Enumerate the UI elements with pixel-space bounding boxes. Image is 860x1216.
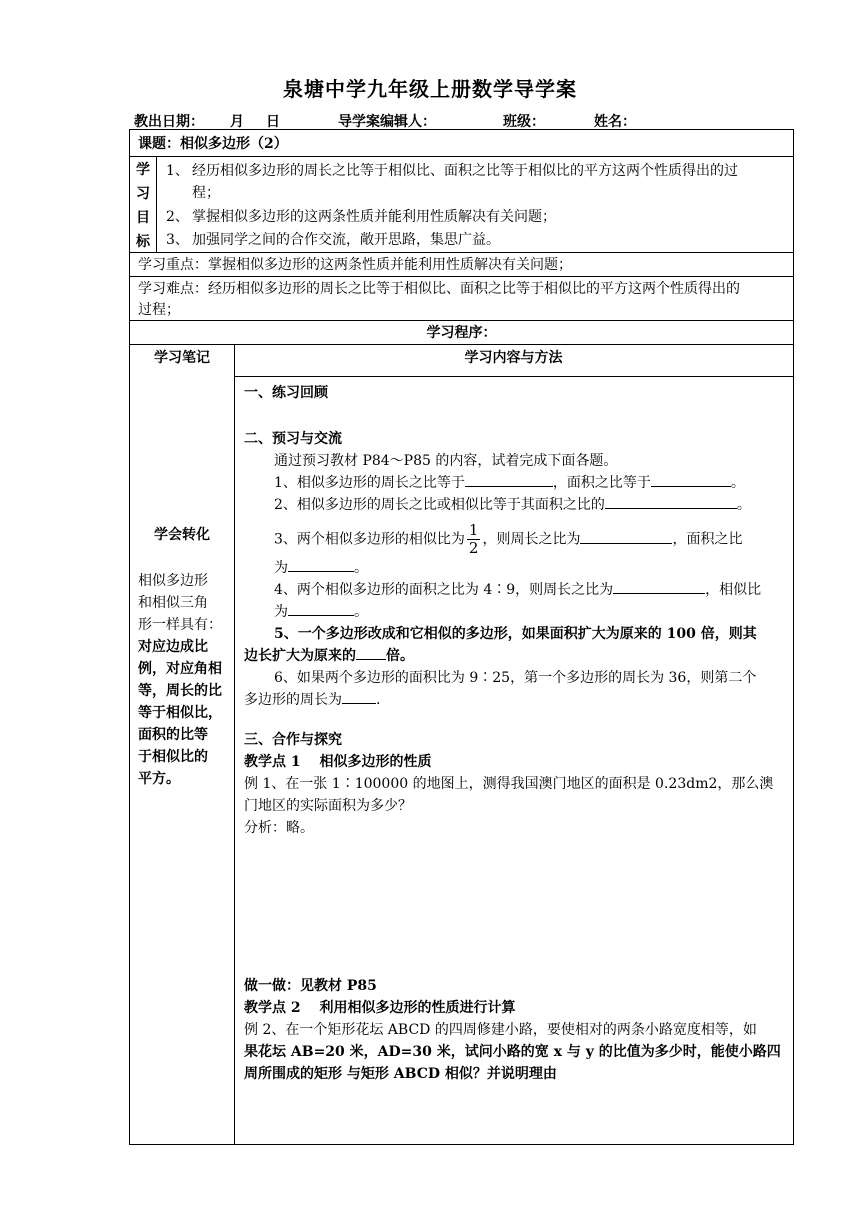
- notes-text: 相似多边形 和相似三角 形一样具有： 对应边成比 例，对应角相 等，周长的比 等于相似比， 面积的比等 于相似比的 平方。: [138, 573, 222, 787]
- notes-column-header: 学习笔记: [154, 350, 210, 366]
- example-1: 例 1、在一张 1∶100000 的地图上，测得我国澳门地区的面积是 0.23dm2，那么澳: [244, 776, 774, 792]
- day-label: 日: [266, 114, 280, 130]
- worksheet-table: [129, 129, 794, 1145]
- section-explore: 三、合作与探究: [244, 732, 342, 748]
- question-3-cont: 为 。: [244, 557, 784, 579]
- content-column-header: 学习内容与方法: [464, 350, 563, 366]
- section-preview: 二、预习与交流: [244, 431, 342, 447]
- difficulty: 学习难点：经历相似多边形的周长之比等于相似比、面积之比等于相似比的平方这两个性质得出的 过程；: [138, 281, 740, 318]
- do-it: 做一做：见教材 P85: [244, 978, 377, 994]
- key-point: 学习重点：掌握相似多边形的这两条性质并能利用性质解决有关问题；: [138, 257, 572, 273]
- teaching-point-1: 教学点 1 相似多边形的性质: [244, 754, 432, 770]
- objective-item: 1、 经历相似多边形的周长之比等于相似比、面积之比等于相似比的平方这两个性质得出的过: [166, 163, 738, 179]
- question-5-cont: 边长扩大为原来的 倍。: [244, 645, 784, 667]
- fraction: $\frac{1}{2}$: [468, 521, 479, 557]
- question-5: 5、一个多边形改成和它相似的多边形，如果面积扩大为原来的 100 倍，则其: [274, 626, 757, 642]
- objective-item: 2、 掌握相似多边形的这两条性质并能利用性质解决有关问题；: [166, 209, 556, 225]
- example-2: 例 2、在一个矩形花坛 ABCD 的四周修建小路，要使相对的两条小路宽度相等，如: [244, 1022, 757, 1038]
- content-body: [244, 382, 784, 1085]
- objective-item-cont: 程；: [192, 185, 220, 201]
- example-2-cont2: 周所围成的矩形 与矩形 ABCD 相似？并说明理由: [244, 1066, 557, 1082]
- section-review: 一、练习回顾: [244, 385, 328, 401]
- question-3: 3、两个相似多边形的相似比为 $\frac{1}{2}$ ，则周长之比为 ，面积之比: [274, 521, 743, 557]
- preview-intro: 通过预习教材 P84～P85 的内容，试着完成下面各题。: [274, 453, 618, 469]
- question-4: 4、两个相似多边形的面积之比为 4∶9，则周长之比为 ，相似比: [244, 579, 784, 601]
- question-6-cont: 多边形的周长为 .: [244, 689, 784, 711]
- name-label: 姓名：: [594, 114, 636, 130]
- class-label: 班级：: [503, 114, 545, 130]
- analysis: 分析：略。: [244, 820, 314, 836]
- procedure-title: 学习程序：: [426, 325, 497, 341]
- objectives-label: 学 习 目 标: [136, 162, 150, 250]
- month-label: 月: [230, 114, 244, 130]
- teaching-point-2: 教学点 2 利用相似多边形的性质进行计算: [244, 1000, 516, 1016]
- notes-heading: 学会转化: [154, 527, 210, 543]
- example-2-cont: 果花坛 AB=20 米，AD=30 米，试问小路的宽 x 与 y 的比值为多少时，能使小路四: [244, 1044, 781, 1060]
- objective-item: 3、 加强同学之间的合作交流，敞开思路，集思广益。: [166, 232, 500, 248]
- topic: 课题：相似多边形（2）: [138, 136, 288, 152]
- question-2: 2、相似多边形的周长之比或相似比等于其面积之比的 。: [244, 494, 784, 516]
- editor-label: 导学案编辑人：: [338, 114, 436, 130]
- question-1: 1、相似多边形的周长之比等于 ，面积之比等于 。: [244, 472, 784, 494]
- date-label: 教出日期：: [134, 114, 204, 130]
- question-4-cont: 为 。: [244, 601, 784, 623]
- page-title: 泉塘中学九年级上册数学导学案: [283, 77, 577, 101]
- example-1-cont: 门地区的实际面积为多少？: [244, 798, 412, 814]
- question-6: 6、如果两个多边形的面积比为 9∶25，第一个多边形的周长为 36，则第二个: [274, 670, 757, 686]
